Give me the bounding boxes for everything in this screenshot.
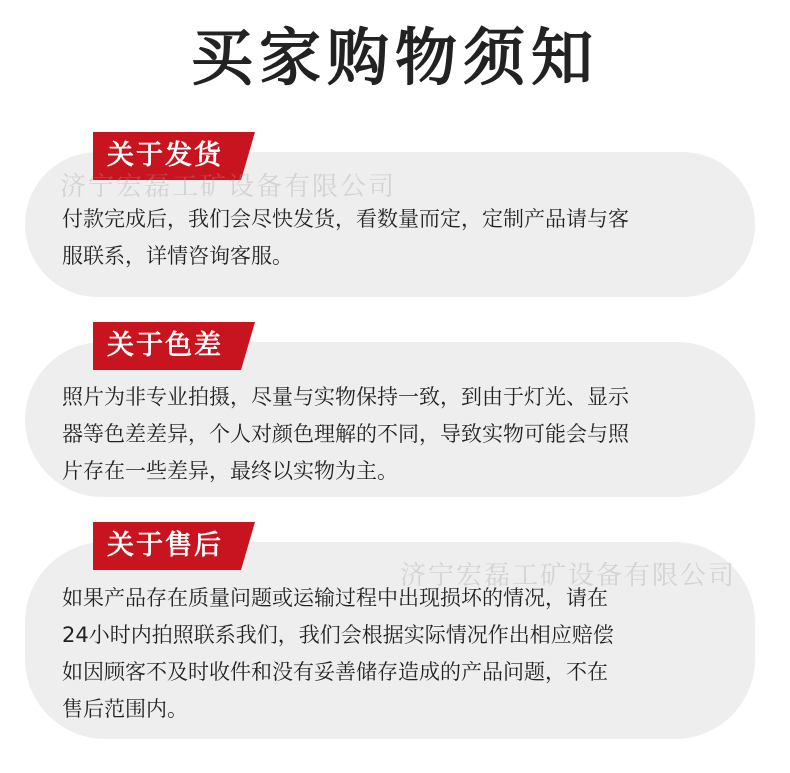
after-sales-tag: 关于售后 bbox=[93, 522, 241, 570]
text-line: 付款完成后，我们会尽快发货，看数量而定，定制产品请与客 bbox=[62, 207, 629, 231]
text-line: 片存在一些差异，最终以实物为主。 bbox=[62, 459, 398, 483]
text-line: 24小时内拍照联系我们，我们会根据实际情况作出相应赔偿 bbox=[62, 623, 614, 647]
color-difference-text bbox=[62, 379, 725, 490]
page-title: 买家购物须知 bbox=[190, 21, 599, 94]
text-line: 照片为非专业拍摄，尽量与实物保持一致，到由于灯光、显示 bbox=[62, 385, 629, 409]
watermark-text: 济宁宏磊工矿设备有限公司 bbox=[400, 561, 737, 591]
text-line: 如果产品存在质量问题或运输过程中出现损坏的情况，请在 bbox=[62, 586, 608, 610]
color-difference-tag: 关于色差 bbox=[93, 322, 241, 370]
watermark-text: 济宁宏磊工矿设备有限公司 bbox=[60, 172, 397, 202]
shipping-tag: 关于发货 bbox=[93, 132, 241, 180]
text-line: 售后范围内。 bbox=[62, 697, 188, 721]
shipping-info-text bbox=[62, 201, 725, 275]
text-line: 器等色差差异，个人对颜色理解的不同，导致实物可能会与照 bbox=[62, 422, 629, 446]
text-line: 服联系，详情咨询客服。 bbox=[62, 244, 293, 268]
after-sales-text bbox=[62, 580, 725, 728]
text-line: 如因顾客不及时收件和没有妥善储存造成的产品问题，不在 bbox=[62, 660, 608, 684]
